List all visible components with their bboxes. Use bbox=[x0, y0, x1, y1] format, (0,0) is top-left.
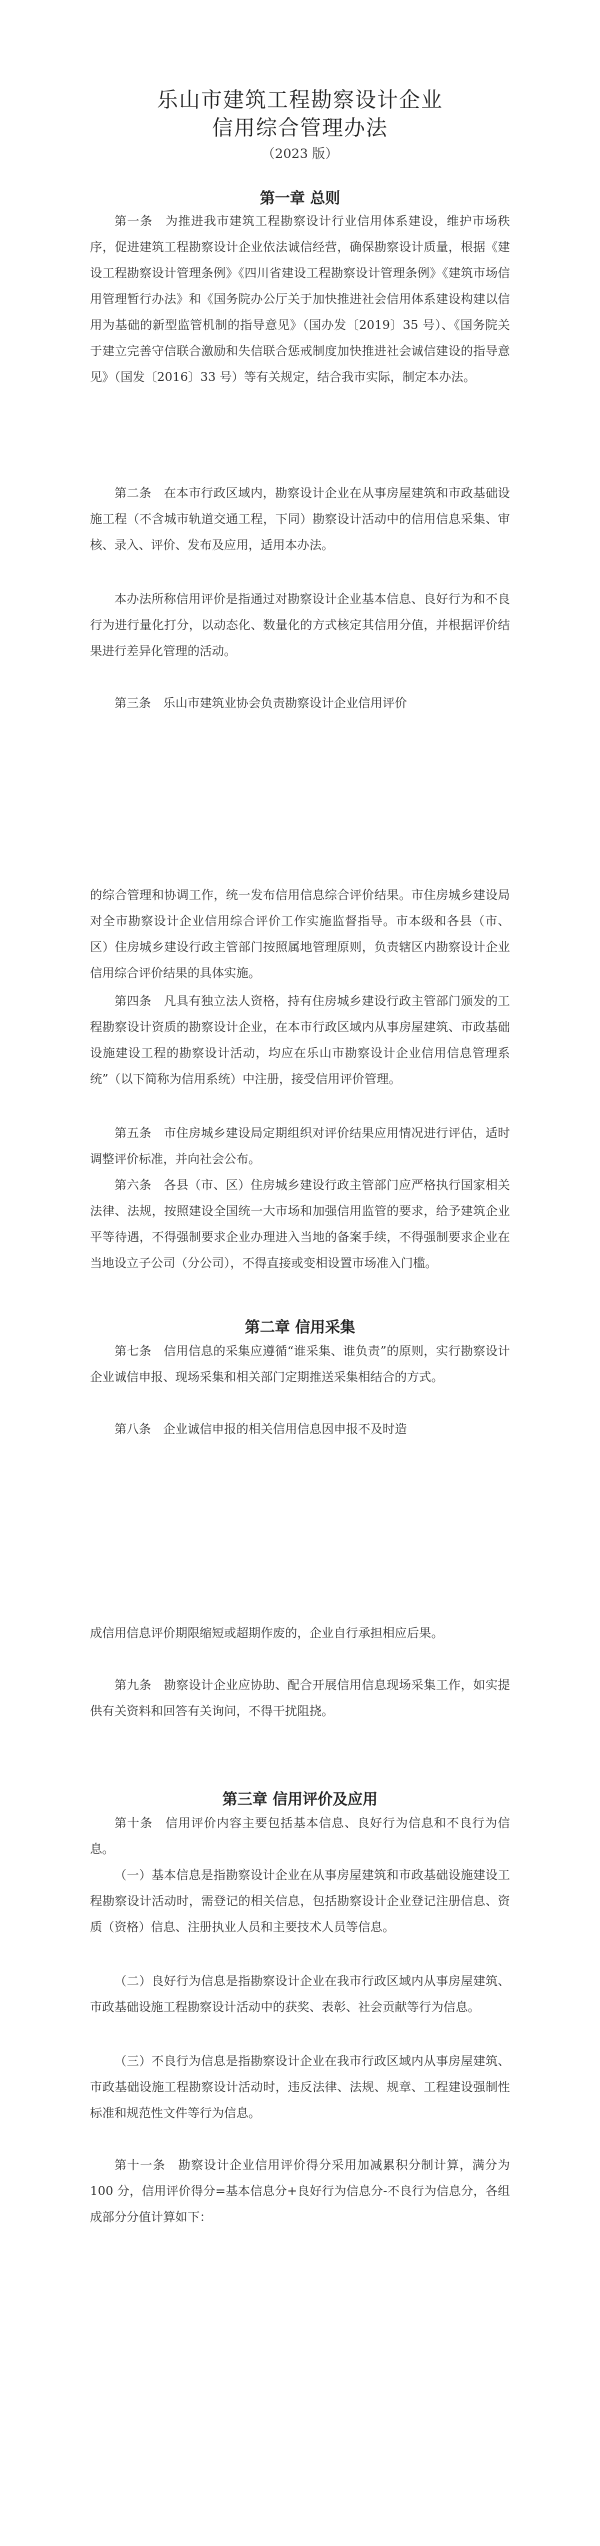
article-3-continued: 的综合管理和协调工作，统一发布信用信息综合评价结果。市住房城乡建设局对全市勘察设计企业信用综合评价工作实施监督指导。市本级和各县（市、区）住房城乡建设行政主管部门按照属地管理原则，负责辖区内勘察设计企业信用综合评价结果的具体实施。 bbox=[90, 888, 510, 980]
article-8-continued: 成信用信息评价期限缩短或超期作废的，企业自行承担相应后果。 bbox=[90, 1626, 444, 1640]
article-2: 第二条 在本市行政区域内，勘察设计企业在从事房屋建筑和市政基础设施工程（不含城市轨道交通工程，下同）勘察设计活动中的信用信息采集、审核、录入、评价、发布及应用，适用本办法。 bbox=[90, 486, 510, 552]
document-title-line1: 乐山市建筑工程勘察设计企业 bbox=[157, 88, 443, 112]
article-2-paragraph-2: 本办法所称信用评价是指通过对勘察设计企业基本信息、良好行为和不良行为进行量化打分，以动态化、数量化的方式核定其信用分值，并根据评价结果进行差异化管理的活动。 bbox=[90, 592, 510, 658]
article-10-item-1: （一）基本信息是指勘察设计企业在从事房屋建筑和市政基础设施建设工程勘察设计活动时，需登记的相关信息，包括勘察设计企业登记注册信息、资质（资格）信息、注册执业人员和主要技术人员等信息。 bbox=[90, 1868, 510, 1934]
document-edition: （2023 版） bbox=[261, 147, 339, 162]
article-6: 第六条 各县（市、区）住房城乡建设行政主管部门应严格执行国家相关法律、法规，按照建设全国统一大市场和加强信用监管的要求，给予建筑企业平等待遇，不得强制要求企业办理进入当地的备案手续，不得强制要求企业在当地设立子公司（分公司），不得直接或变相设置市场准入门槛。 bbox=[90, 1178, 510, 1270]
chapter-heading-2: 第二章 信用采集 bbox=[244, 1318, 356, 1336]
article-10-item-3: （三）不良行为信息是指勘察设计企业在我市行政区域内从事房屋建筑、市政基础设施工程勘察设计活动时，违反法律、法规、规章、工程建设强制性标准和规范性文件等行为信息。 bbox=[90, 2054, 510, 2120]
article-10-item-2: （二）良好行为信息是指勘察设计企业在我市行政区域内从事房屋建筑、市政基础设施工程勘察设计活动中的获奖、表彰、社会贡献等行为信息。 bbox=[90, 1974, 510, 2014]
article-11: 第十一条 勘察设计企业信用评价得分采用加减累积分制计算，满分为 100 分，信用评价得分=基本信息分+良好行为信息分-不良行为信息分，各组成部分分值计算如下： bbox=[90, 2158, 510, 2224]
article-10: 第十条 信用评价内容主要包括基本信息、良好行为信息和不良行为信息。 bbox=[90, 1816, 510, 1856]
article-1: 第一条 为推进我市建筑工程勘察设计行业信用体系建设，维护市场秩序，促进建筑工程勘察设计企业依法诚信经营，确保勘察设计质量，根据《建设工程勘察设计管理条例》《四川省建设工程勘察设计管理条例》《建筑市场信用管理暂行办法》和《国务院办公厅关于加快推进社会信用体系建设构建以信用为基础的新型监管机制的指导意见》（国办发〔2019〕35 号）、《国务院关于建立完善守信联合激励和失信联合惩戒制度加快推进社会诚信建设的指导意见》（国发〔2016〕33 号）等有关规定，结合我市实际，制定本办法。 bbox=[90, 214, 510, 384]
article-7: 第七条 信用信息的采集应遵循“谁采集、谁负责”的原则，实行勘察设计企业诚信申报、现场采集和相关部门定期推送采集相结合的方式。 bbox=[90, 1344, 510, 1384]
article-4: 第四条 凡具有独立法人资格，持有住房城乡建设行政主管部门颁发的工程勘察设计资质的勘察设计企业，在本市行政区域内从事房屋建筑、市政基础设施建设工程的勘察设计活动，均应在乐山市勘察设计企业信用信息管理系统”（以下简称为信用系统）中注册，接受信用评价管理。 bbox=[90, 994, 510, 1086]
document-title-line2: 信用综合管理办法 bbox=[212, 116, 388, 140]
article-9: 第九条 勘察设计企业应协助、配合开展信用信息现场采集工作，如实提供有关资料和回答有关询问，不得干扰阻挠。 bbox=[90, 1678, 510, 1718]
article-8-start: 第八条 企业诚信申报的相关信用信息因申报不及时造 bbox=[114, 1422, 407, 1436]
article-5: 第五条 市住房城乡建设局定期组织对评价结果应用情况进行评估，适时调整评价标准，并向社会公布。 bbox=[90, 1126, 510, 1166]
chapter-heading-1: 第一章 总则 bbox=[259, 189, 341, 207]
chapter-heading-3: 第三章 信用评价及应用 bbox=[222, 1790, 378, 1808]
article-3-start: 第三条 乐山市建筑业协会负责勘察设计企业信用评价 bbox=[114, 696, 407, 710]
